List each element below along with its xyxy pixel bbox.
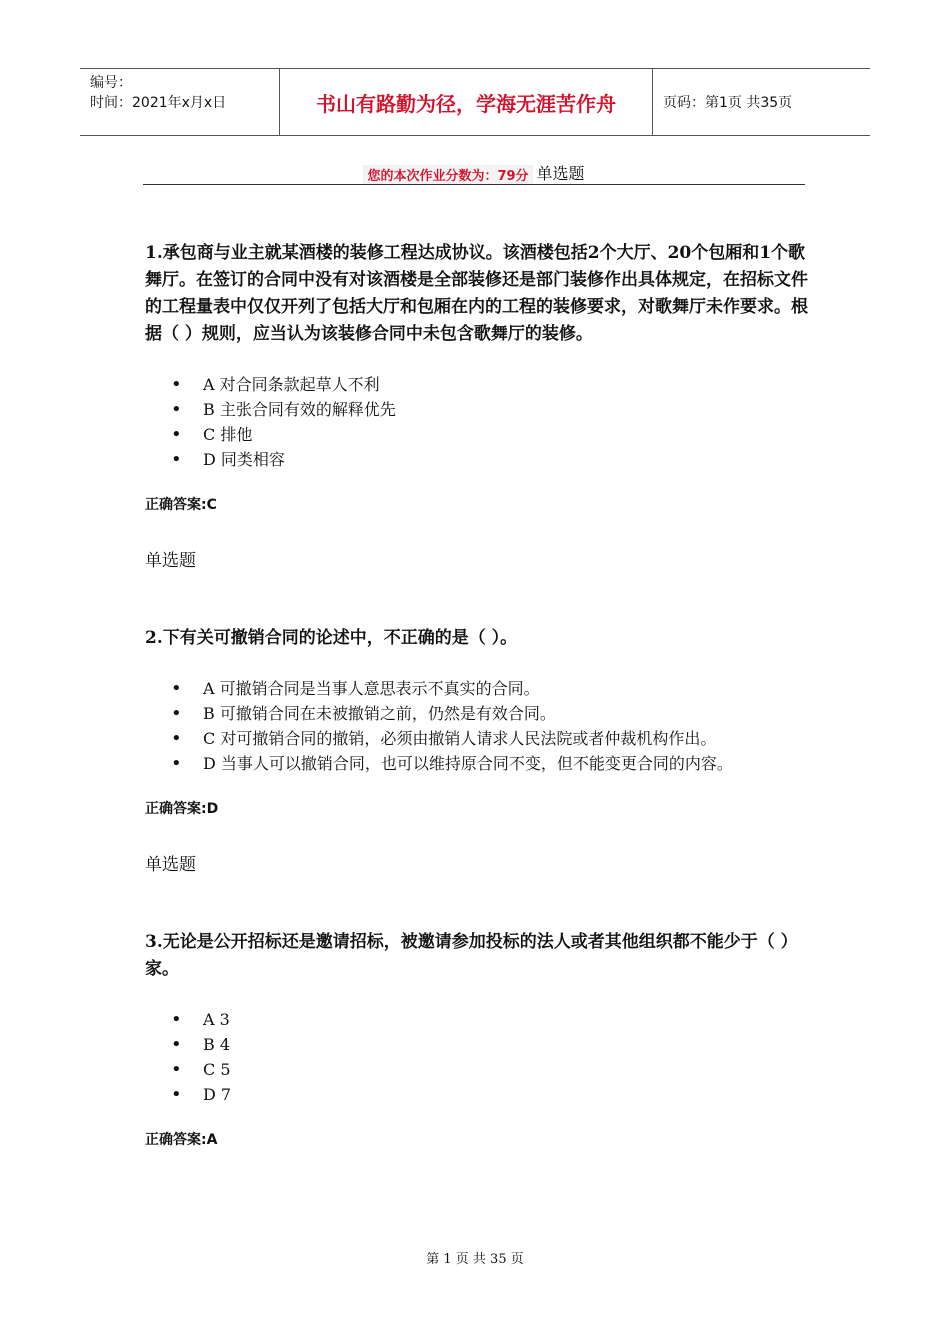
option-label: A 可撤销合同是当事人意思表示不真实的合同。 — [203, 679, 540, 698]
score-text: 您的本次作业分数为：79分 — [363, 165, 532, 184]
page-header — [80, 68, 870, 136]
question-type-label: 单选题 — [145, 855, 196, 875]
option-item — [145, 1032, 810, 1057]
question-block — [145, 625, 810, 875]
correct-answer: 正确答案:A — [145, 1132, 218, 1148]
option-label: B 主张合同有效的解释优先 — [203, 400, 396, 419]
question-text: 2.下有关可撤销合同的论述中，不正确的是（ ）。 — [145, 628, 518, 648]
option-label: A 3 — [203, 1010, 230, 1029]
option-label: D 当事人可以撤销合同，也可以维持原合同不变，但不能变更合同的内容。 — [203, 754, 733, 773]
option-label: C 排他 — [203, 425, 253, 444]
option-item — [145, 676, 810, 701]
option-item — [145, 1007, 810, 1032]
question-block — [145, 240, 810, 571]
correct-answer: 正确答案:D — [145, 801, 219, 817]
score-line — [143, 160, 805, 185]
header-page-info: 页码：第1页 共35页 — [663, 95, 793, 111]
option-list — [145, 1007, 810, 1107]
option-label: B 可撤销合同在未被撤销之前，仍然是有效合同。 — [203, 704, 556, 723]
option-item — [145, 397, 810, 422]
time-label: 时间：2021年x月x日 — [90, 95, 227, 111]
option-label: C 5 — [203, 1060, 231, 1079]
option-item — [145, 1082, 810, 1107]
option-item — [145, 751, 810, 776]
option-item — [145, 372, 810, 397]
option-list — [145, 676, 810, 776]
option-list — [145, 372, 810, 472]
question-list — [145, 240, 810, 1149]
option-item — [145, 701, 810, 726]
option-label: D 同类相容 — [203, 450, 285, 469]
page-footer: 第 1 页 共 35 页 — [426, 1252, 524, 1267]
option-label: B 4 — [203, 1035, 231, 1054]
option-label: C 对可撤销合同的撤销，必须由撤销人请求人民法院或者仲裁机构作出。 — [203, 729, 717, 748]
option-label: D 7 — [203, 1085, 232, 1104]
question-type-label: 单选题 — [145, 551, 196, 571]
header-meta — [80, 69, 280, 135]
option-label: A 对合同条款起草人不利 — [203, 375, 380, 394]
question-block — [145, 929, 810, 1149]
question-type-label: 单选题 — [536, 164, 585, 183]
correct-answer: 正确答案:C — [145, 497, 217, 513]
question-text: 1.承包商与业主就某酒楼的装修工程达成协议。该酒楼包括2个大厅、20个包厢和1个歌舞厅。在签订的合同中没有对该酒楼是全部装修还是部门装修作出具体规定，在招标文件的工程量表中仅仅开列了包括大厅和包厢在内的工程的装修要求，对歌舞厅未作要求。根据（ ）规则，应当认为该装修合同中未包含歌舞厅的装修。 — [145, 243, 808, 344]
option-item — [145, 1057, 810, 1082]
option-item — [145, 447, 810, 472]
number-label: 编号： — [90, 75, 132, 91]
option-item — [145, 422, 810, 447]
option-item — [145, 726, 810, 751]
header-motto: 书山有路勤为径，学海无涯苦作舟 — [280, 69, 653, 135]
question-text: 3.无论是公开招标还是邀请招标，被邀请参加投标的法人或者其他组织都不能少于（ ）家。 — [145, 932, 798, 979]
